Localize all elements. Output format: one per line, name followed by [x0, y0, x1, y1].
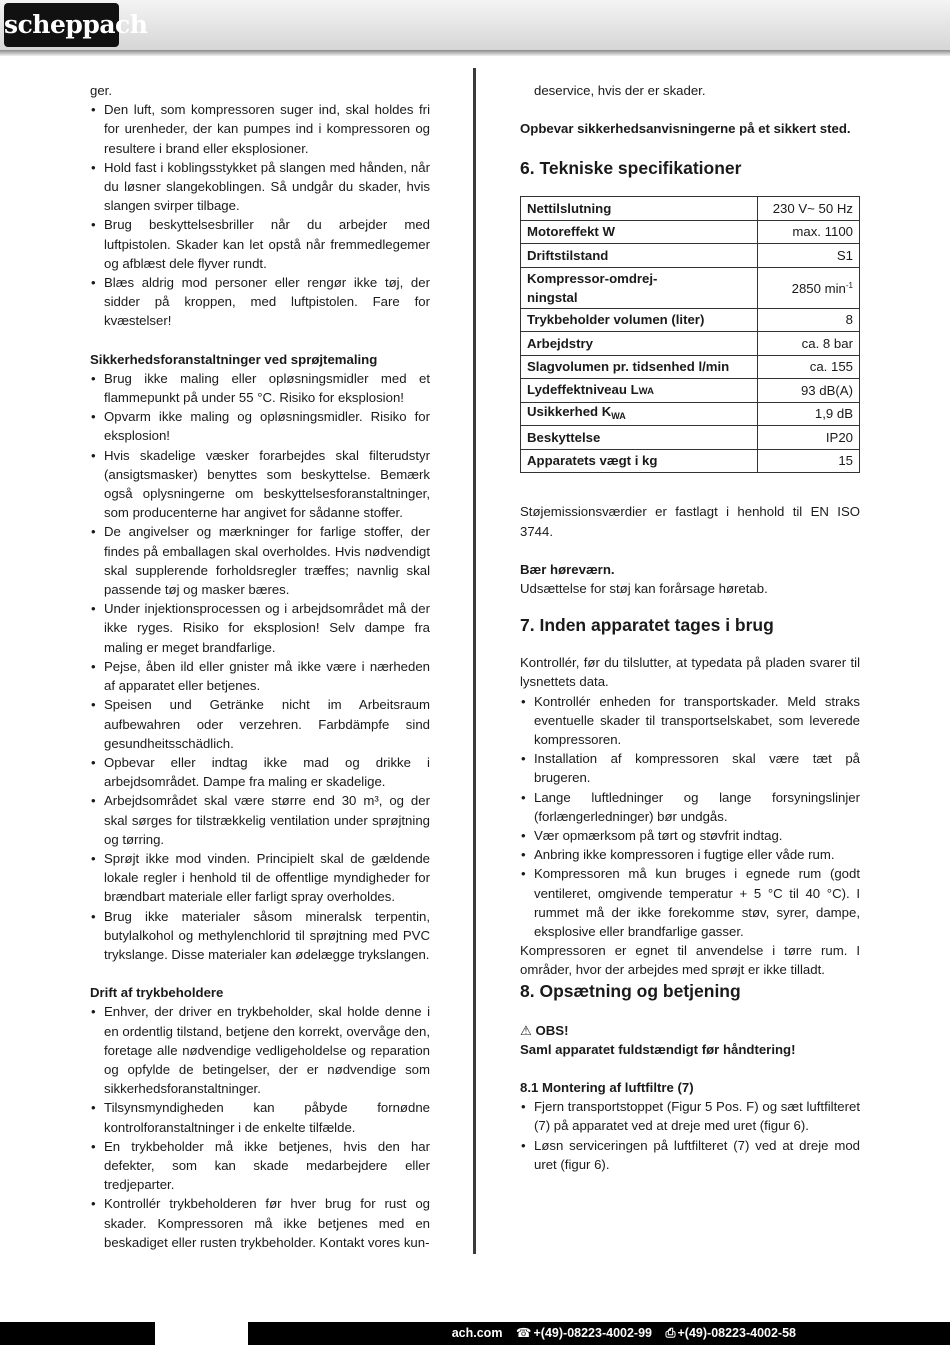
list-item: • Vær opmærksom på tørt og støvfrit indtag.: [520, 826, 860, 845]
list-item: • Brug beskyttelsesbriller når du arbejder med luftpistolen. Skader kan let opstå når fremmedlegemer og afblæst dele flyver rundt.: [90, 215, 430, 273]
section-6-title: 6. Tekniske specifikationer: [520, 158, 742, 179]
obs-warning: ⚠ OBS!: [520, 1022, 569, 1038]
list-item: • Enhver, der driver en trykbeholder, skal holde denne i en ordentlig tilstand, betjene den korrekt, overvåge den, foretage alle nødvendige vedligeholdelse og reparation og opfylde de betingelser, der er nødvendige som sikkerhedsforanstaltninger.: [90, 1002, 430, 1098]
list-item: • Arbejdsområdet skal være større end 30 m³, og der skal sørges for tilstrækkelig ventilation under sprøjtning og tørring.: [90, 791, 430, 849]
scheppach-logo: scheppach: [4, 3, 119, 47]
continued-text: deservice, hvis der er skader.: [534, 83, 706, 98]
spec-value: IP20: [757, 426, 860, 450]
specifications-table: [520, 196, 860, 473]
list-item: • Brug ikke materialer såsom mineralsk terpentin, butylalkohol og methylenchlorid til sprøjtning med PVC trykslange. Disse materialer kan ødelægge trykslangen.: [90, 907, 430, 965]
spec-value: 15: [757, 449, 860, 473]
list-item: • Lange luftledninger og lange forsyningslinjer (forlængerledninger) bør undgås.: [520, 788, 860, 826]
list-item: • En trykbeholder må ikke betjenes, hvis den har defekter, som kan skade medarbejdere eller tredjeparter.: [90, 1137, 430, 1195]
table-row: [521, 197, 860, 221]
spec-value: ca. 155: [757, 355, 860, 379]
list-item: • Hvis skadelige væsker forarbejdes skal filterudstyr (ansigtsmasker) benyttes som beskyttelse. Bemærk også oplysningerne om beskyttelsesforanstaltninger, som producenterne har angivet for sådanne stoffer.: [90, 446, 430, 523]
table-row: [521, 355, 860, 379]
list-item: • Hold fast i koblingsstykket på slangen med hånden, når du løsner slangekoblingen. Så undgår du skader, hvis slangen svirper tilbage.: [90, 158, 430, 216]
spec-value: 93 dB(A): [757, 379, 860, 403]
footer-page-number-slot: [155, 1322, 248, 1345]
spec-key: Kompressor-omdrej- ningstal: [521, 267, 758, 308]
header-shadow: [0, 50, 950, 56]
list-item: • Løsn serviceringen på luftfilteret (7) ved at dreje mod uret (figur 6).: [520, 1136, 860, 1174]
section-7-intro: Kontrollér, før du tilslutter, at typedata på pladen svarer til lysnettets data.: [520, 655, 860, 690]
right-column: [520, 81, 860, 1174]
heading-tank-operation: Drift af trykbeholdere: [90, 985, 224, 1001]
subsection-8-1-title: 8.1 Montering af luftfiltre (7): [520, 1080, 694, 1096]
section-8-title: 8. Opsætning og betjening: [520, 980, 741, 1001]
ear-protection-text: Udsættelse for støj kan forårsage høretab.: [520, 581, 768, 597]
spec-value: 1,9 dB: [757, 402, 860, 426]
list-item: • Opbevar eller indtag ikke mad og drikke i arbejdsområdet. Dampe fra maling er skadelige.: [90, 753, 430, 791]
spec-key: Usikkerhed $K_{WA}$: [521, 402, 758, 426]
list-item: • Opvarm ikke maling og opløsningsmidler. Risiko for eksplosion!: [90, 407, 430, 445]
footer-fax: +(49)-08223-4002-58: [677, 1326, 796, 1340]
footer-contact: [442, 1322, 796, 1345]
list-item: • Tilsynsmyndigheden kan påbyde fornødne kontrolforanstaltninger i de enkelte tilfælde.: [90, 1098, 430, 1136]
table-row: [521, 267, 860, 308]
list-item: • Fjern transportstoppet (Figur 5 Pos. F) og sæt luftfilteret (7) på apparatet ved at dreje med uret (figur 6).: [520, 1097, 860, 1135]
heading-spray-safety: Sikkerhedsforanstaltninger ved sprøjtemaling: [90, 351, 378, 367]
left-column: [90, 81, 430, 1252]
fax-icon: ⎙: [665, 1326, 676, 1340]
table-row: [521, 220, 860, 244]
column-divider: [473, 68, 476, 1254]
spec-key: Beskyttelse: [521, 426, 758, 450]
continued-text: ger.: [90, 83, 112, 98]
list-item: • Pejse, åben ild eller gnister må ikke være i nærheden af apparatet eller betjenes.: [90, 657, 430, 695]
spec-value: 2850 $\min^{-1}$: [757, 267, 860, 308]
section-7-outro: Kompressoren er egnet til anvendelse i tørre rum. I områder, hvor der arbejdes med sprøjt er ikke tilladt.: [520, 943, 860, 978]
section-7-title: 7. Inden apparatet tages i brug: [520, 615, 774, 636]
page-header: [0, 0, 950, 50]
list-item: • Anbring ikke kompressoren i fugtige eller våde rum.: [520, 845, 860, 864]
spec-value: 230 V~ 50 Hz: [757, 197, 860, 221]
spec-value: ca. 8 bar: [757, 332, 860, 356]
list-item: • Kontrollér enheden for transportskader. Meld straks eventuelle skader til transportselskabet, som leverede kompressoren.: [520, 692, 860, 750]
table-row: [521, 244, 860, 268]
spec-key: Apparatets vægt i kg: [521, 449, 758, 473]
spec-key: Slagvolumen pr. tidsenhed l/min: [521, 355, 758, 379]
ear-protection-heading: Bær høreværn.: [520, 561, 615, 577]
spec-key: Driftstilstand: [521, 244, 758, 268]
list-item: • Under injektionsprocessen og i arbejdsområdet må der ikke ryges. Risiko for eksplosion! Selv dampe fra maling er meget brandfarlige.: [90, 599, 430, 657]
spec-value: 8: [757, 308, 860, 332]
table-row: [521, 402, 860, 426]
table-row: [521, 379, 860, 403]
table-row: [521, 308, 860, 332]
list-item: • Den luft, som kompressoren suger ind, skal holdes fri for urenheder, der kan pumpes ind i kompressoren og resultere i brand eller eksplosioner.: [90, 100, 430, 158]
spec-key: Trykbeholder volumen (liter): [521, 308, 758, 332]
spec-key: Arbejdstry: [521, 332, 758, 356]
list-item: • Kontrollér trykbeholderen før hver brug for rust og skader. Kompressoren må ikke betjenes med en beskadiget eller rusten trykbeholder. Kontakt vores kun-: [90, 1194, 430, 1252]
footer-web: ach.com: [451, 1326, 503, 1340]
spec-key: Motoreffekt W: [521, 220, 758, 244]
keep-instructions-note: Opbevar sikkerhedsanvisningerne på et sikkert sted.: [520, 121, 851, 137]
table-row: [521, 449, 860, 473]
warning-triangle-icon: ⚠: [520, 1022, 532, 1038]
phone-icon: ☎: [515, 1326, 532, 1340]
spec-key: Nettilslutning: [521, 197, 758, 221]
table-row: [521, 426, 860, 450]
list-item: • Sprøjt ikke mod vinden. Principielt skal de gældende lokale regler i henhold til de offentlige myndigheder for brændbart materiale eller farligt spray overholdes.: [90, 849, 430, 907]
noise-emission-text: Støjemissionsværdier er fastlagt i henhold til EN ISO 3744.: [520, 504, 860, 539]
list-item: • Blæs aldrig mod personer eller rengør ikke tøj, der sidder på kroppen, med luftpistolen. Fare for kvæstelser!: [90, 273, 430, 331]
list-item: • De angivelser og mærkninger for farlige stoffer, der findes på emballagen skal overholdes. Hvis nødvendigt skal supplerende forholdsregler træffes; navnlig skal passende tøj og masker bæres.: [90, 522, 430, 599]
footer-phone: +(49)-08223-4002-99: [533, 1326, 652, 1340]
list-item: • Speisen und Getränke nicht im Arbeitsraum aufbewahren oder verzehren. Farbdämpfe sind gesundheitsschädlich.: [90, 695, 430, 753]
spec-key: Lydeffektniveau LWA: [521, 379, 758, 403]
list-item: • Kompressoren må kun bruges i egnede rum (godt ventileret, omgivende temperatur + 5 °C til 40 °C). I rummet må der ikke forekomme støv, syrer, dampe, eksplosive eller brandfarlige gasser.: [520, 864, 860, 941]
table-row: [521, 332, 860, 356]
spec-value: max. 1100: [757, 220, 860, 244]
list-item: • Brug ikke maling eller opløsningsmidler med et flammepunkt på under 55 °C. Risiko for eksplosion!: [90, 369, 430, 407]
obs-text: Saml apparatet fuldstændigt før håndtering!: [520, 1041, 796, 1057]
spec-value: S1: [757, 244, 860, 268]
list-item: • Installation af kompressoren skal være tæt på brugeren.: [520, 749, 860, 787]
